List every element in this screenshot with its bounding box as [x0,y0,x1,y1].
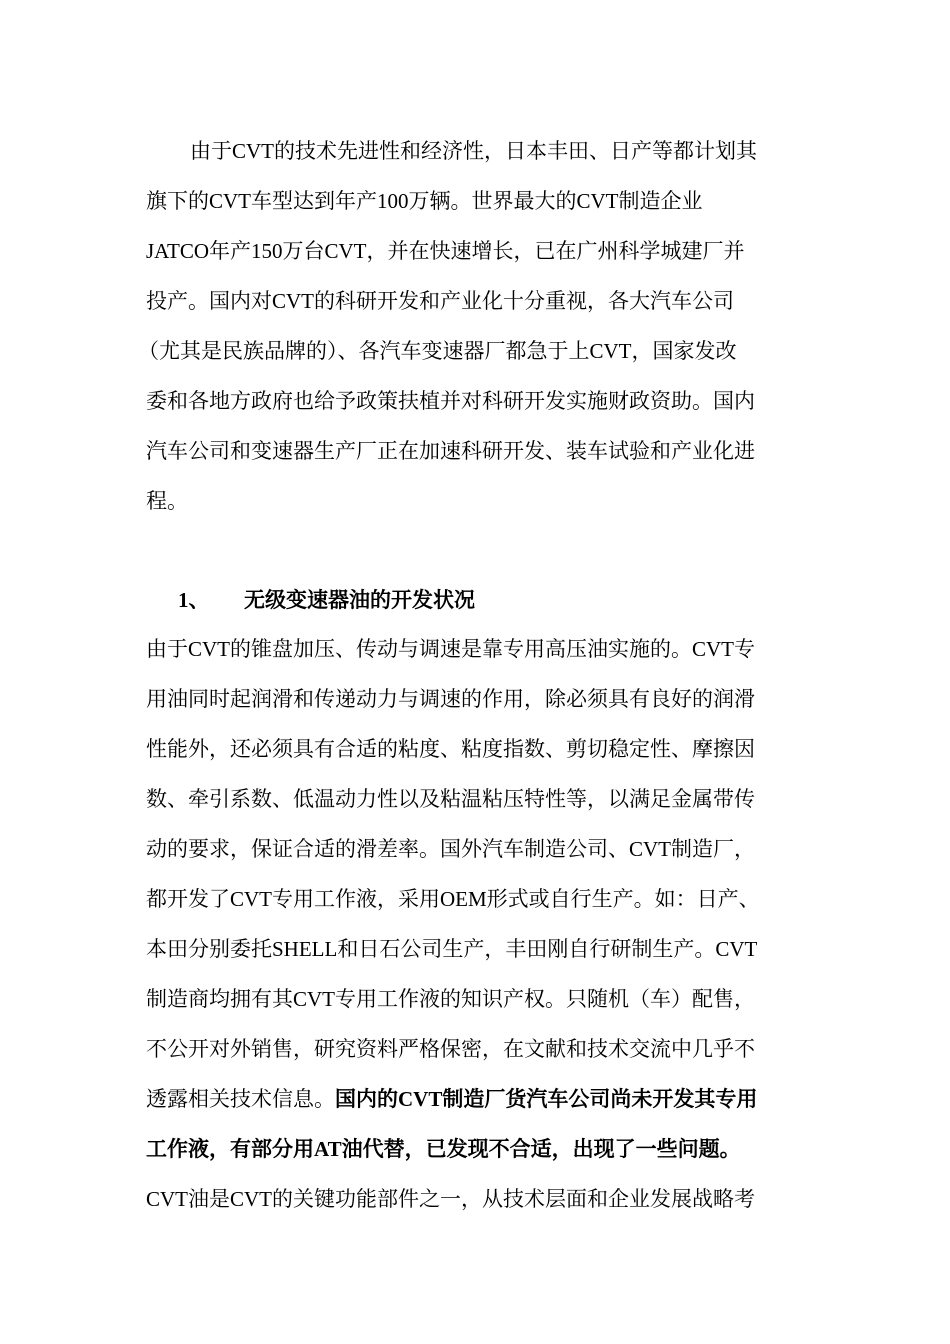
section-number: 1、 [178,588,210,612]
paragraph2-line-2: 用油同时起润滑和传递动力与调速的作用，除必须具有良好的润滑 [146,687,755,711]
section-title: 无级变速器油的开发状况 [244,588,475,612]
paragraph2-line-11: 工作液，有部分用AT油代替，已发现不合适，出现了一些问题。 [146,1137,741,1161]
paragraph2-line-9: 不公开对外销售，研究资料严格保密，在文献和技术交流中几乎不 [146,1037,755,1061]
paragraph2-line-10-bold: 国内的CVT制造厂货汽车公司尚未开发其专用 [335,1087,758,1111]
paragraph1-line-5: （尤其是民族品牌的）、各汽车变速器厂都急于上CVT，国家发改 [138,339,737,363]
paragraph1-line-7: 汽车公司和变速器生产厂正在加速科研开发、装车试验和产业化进 [146,439,755,463]
paragraph1-line-1: 由于CVT的技术先进性和经济性，日本丰田、日产等都计划其 [190,139,757,163]
paragraph2-line-6: 都开发了CVT专用工作液，采用OEM形式或自行生产。如：日产、 [146,887,760,911]
paragraph1-line-6: 委和各地方政府也给予政策扶植并对科研开发实施财政资助。国内 [146,389,755,413]
paragraph1-line-4: 投产。国内对CVT的科研开发和产业化十分重视，各大汽车公司 [146,289,734,313]
paragraph2-line-4: 数、牵引系数、低温动力性以及粘温粘压特性等，以满足金属带传 [146,787,755,811]
paragraph2-line-10 [146,1085,826,1113]
paragraph2-line-7: 本田分别委托SHELL和日石公司生产，丰田刚自行研制生产。CVT [146,937,758,961]
paragraph2-line-5: 动的要求，保证合适的滑差率。国外汽车制造公司、CVT制造厂， [146,837,755,861]
paragraph1-line-3: JATCO年产150万台CVT，并在快速增长，已在广州科学城建厂并 [146,239,745,263]
paragraph2-line-12: CVT油是CVT的关键功能部件之一，从技术层面和企业发展战略考 [146,1187,755,1211]
paragraph2-line-8: 制造商均拥有其CVT专用工作液的知识产权。只随机（车）配售， [146,987,755,1011]
paragraph2-line-10-normal: 透露相关技术信息。 [146,1087,335,1111]
paragraph2-line-1: 由于CVT的锥盘加压、传动与调速是靠专用高压油实施的。CVT专 [146,637,755,661]
paragraph1-line-2: 旗下的CVT车型达到年产100万辆。世界最大的CVT制造企业 [146,189,703,213]
paragraph1-line-8: 程。 [146,489,188,513]
paragraph2-line-3: 性能外，还必须具有合适的粘度、粘度指数、剪切稳定性、摩擦因 [146,737,755,761]
